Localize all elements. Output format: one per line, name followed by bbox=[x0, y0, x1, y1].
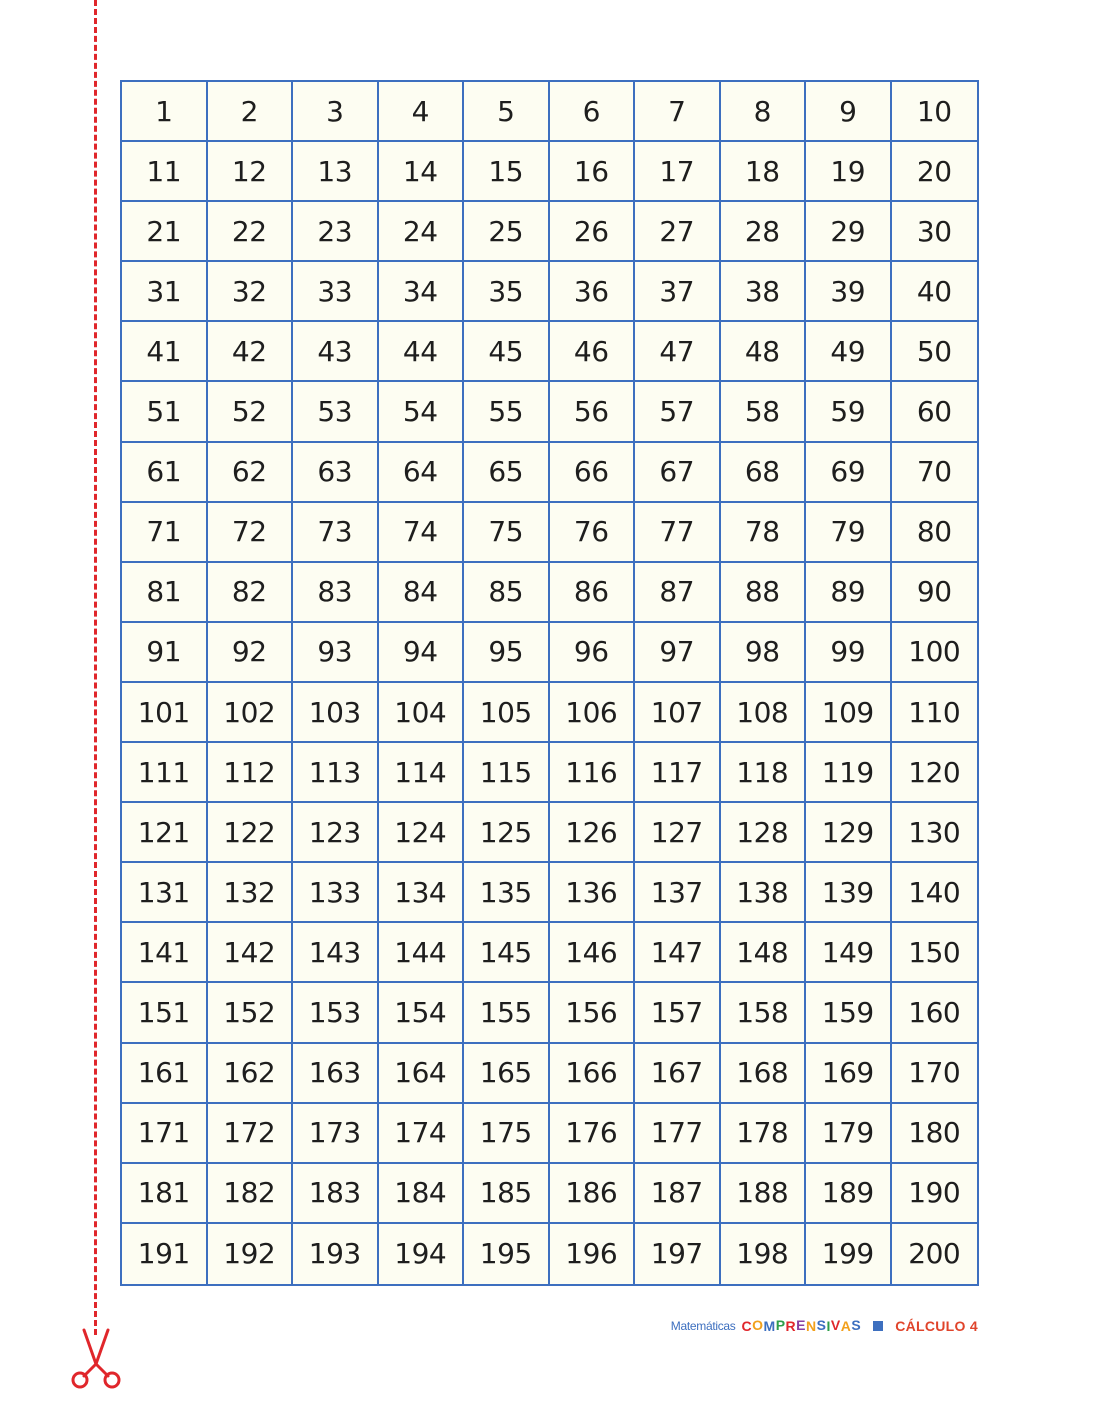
number-cell-150: 150 bbox=[892, 923, 978, 983]
number-cell-127: 127 bbox=[635, 803, 721, 863]
number-cell-91: 91 bbox=[122, 623, 208, 683]
number-cell-159: 159 bbox=[806, 983, 892, 1043]
number-cell-196: 196 bbox=[550, 1224, 636, 1284]
number-cell-134: 134 bbox=[379, 863, 465, 923]
number-cell-80: 80 bbox=[892, 503, 978, 563]
number-cell-191: 191 bbox=[122, 1224, 208, 1284]
number-cell-76: 76 bbox=[550, 503, 636, 563]
number-cell-115: 115 bbox=[464, 743, 550, 803]
number-cell-197: 197 bbox=[635, 1224, 721, 1284]
number-cell-138: 138 bbox=[721, 863, 807, 923]
number-cell-11: 11 bbox=[122, 142, 208, 202]
number-cell-113: 113 bbox=[293, 743, 379, 803]
number-cell-139: 139 bbox=[806, 863, 892, 923]
number-cell-34: 34 bbox=[379, 262, 465, 322]
number-cell-131: 131 bbox=[122, 863, 208, 923]
number-cell-32: 32 bbox=[208, 262, 294, 322]
number-cell-77: 77 bbox=[635, 503, 721, 563]
number-cell-119: 119 bbox=[806, 743, 892, 803]
number-cell-111: 111 bbox=[122, 743, 208, 803]
number-cell-148: 148 bbox=[721, 923, 807, 983]
number-cell-95: 95 bbox=[464, 623, 550, 683]
footer-series: Matemáticas bbox=[670, 1319, 736, 1333]
number-cell-153: 153 bbox=[293, 983, 379, 1043]
number-cell-188: 188 bbox=[721, 1164, 807, 1224]
number-cell-83: 83 bbox=[293, 563, 379, 623]
number-cell-9: 9 bbox=[806, 82, 892, 142]
number-cell-44: 44 bbox=[379, 322, 465, 382]
number-cell-158: 158 bbox=[721, 983, 807, 1043]
number-cell-169: 169 bbox=[806, 1044, 892, 1104]
number-cell-47: 47 bbox=[635, 322, 721, 382]
number-cell-92: 92 bbox=[208, 623, 294, 683]
number-cell-152: 152 bbox=[208, 983, 294, 1043]
number-cell-71: 71 bbox=[122, 503, 208, 563]
number-cell-39: 39 bbox=[806, 262, 892, 322]
number-cell-101: 101 bbox=[122, 683, 208, 743]
number-cell-135: 135 bbox=[464, 863, 550, 923]
number-cell-43: 43 bbox=[293, 322, 379, 382]
number-cell-25: 25 bbox=[464, 202, 550, 262]
number-cell-100: 100 bbox=[892, 623, 978, 683]
number-cell-36: 36 bbox=[550, 262, 636, 322]
number-cell-114: 114 bbox=[379, 743, 465, 803]
number-cell-128: 128 bbox=[721, 803, 807, 863]
number-cell-29: 29 bbox=[806, 202, 892, 262]
number-cell-40: 40 bbox=[892, 262, 978, 322]
number-cell-103: 103 bbox=[293, 683, 379, 743]
number-cell-186: 186 bbox=[550, 1164, 636, 1224]
number-cell-72: 72 bbox=[208, 503, 294, 563]
number-cell-151: 151 bbox=[122, 983, 208, 1043]
number-cell-143: 143 bbox=[293, 923, 379, 983]
number-cell-64: 64 bbox=[379, 443, 465, 503]
number-cell-27: 27 bbox=[635, 202, 721, 262]
number-cell-62: 62 bbox=[208, 443, 294, 503]
number-cell-28: 28 bbox=[721, 202, 807, 262]
number-cell-112: 112 bbox=[208, 743, 294, 803]
number-cell-184: 184 bbox=[379, 1164, 465, 1224]
number-cell-199: 199 bbox=[806, 1224, 892, 1284]
number-cell-145: 145 bbox=[464, 923, 550, 983]
number-cell-108: 108 bbox=[721, 683, 807, 743]
number-cell-16: 16 bbox=[550, 142, 636, 202]
number-cell-51: 51 bbox=[122, 382, 208, 442]
number-cell-149: 149 bbox=[806, 923, 892, 983]
number-cell-18: 18 bbox=[721, 142, 807, 202]
number-cell-193: 193 bbox=[293, 1224, 379, 1284]
number-cell-110: 110 bbox=[892, 683, 978, 743]
number-cell-144: 144 bbox=[379, 923, 465, 983]
number-cell-189: 189 bbox=[806, 1164, 892, 1224]
number-cell-63: 63 bbox=[293, 443, 379, 503]
number-cell-167: 167 bbox=[635, 1044, 721, 1104]
number-cell-146: 146 bbox=[550, 923, 636, 983]
number-cell-174: 174 bbox=[379, 1104, 465, 1164]
number-cell-8: 8 bbox=[721, 82, 807, 142]
number-cell-142: 142 bbox=[208, 923, 294, 983]
number-cell-52: 52 bbox=[208, 382, 294, 442]
number-cell-78: 78 bbox=[721, 503, 807, 563]
number-cell-168: 168 bbox=[721, 1044, 807, 1104]
number-cell-81: 81 bbox=[122, 563, 208, 623]
number-cell-89: 89 bbox=[806, 563, 892, 623]
number-cell-121: 121 bbox=[122, 803, 208, 863]
number-cell-15: 15 bbox=[464, 142, 550, 202]
number-cell-98: 98 bbox=[721, 623, 807, 683]
number-cell-2: 2 bbox=[208, 82, 294, 142]
number-cell-166: 166 bbox=[550, 1044, 636, 1104]
number-cell-99: 99 bbox=[806, 623, 892, 683]
number-cell-125: 125 bbox=[464, 803, 550, 863]
number-cell-132: 132 bbox=[208, 863, 294, 923]
footer-square bbox=[873, 1321, 883, 1331]
number-cell-200: 200 bbox=[892, 1224, 978, 1284]
number-cell-37: 37 bbox=[635, 262, 721, 322]
number-cell-178: 178 bbox=[721, 1104, 807, 1164]
number-cell-107: 107 bbox=[635, 683, 721, 743]
number-cell-82: 82 bbox=[208, 563, 294, 623]
number-cell-12: 12 bbox=[208, 142, 294, 202]
number-cell-68: 68 bbox=[721, 443, 807, 503]
number-cell-65: 65 bbox=[464, 443, 550, 503]
number-cell-163: 163 bbox=[293, 1044, 379, 1104]
footer-book-title: CÁLCULO 4 bbox=[895, 1318, 978, 1334]
number-cell-190: 190 bbox=[892, 1164, 978, 1224]
number-cell-1: 1 bbox=[122, 82, 208, 142]
number-cell-160: 160 bbox=[892, 983, 978, 1043]
number-cell-19: 19 bbox=[806, 142, 892, 202]
number-cell-93: 93 bbox=[293, 623, 379, 683]
number-cell-10: 10 bbox=[892, 82, 978, 142]
number-cell-33: 33 bbox=[293, 262, 379, 322]
number-cell-79: 79 bbox=[806, 503, 892, 563]
number-cell-194: 194 bbox=[379, 1224, 465, 1284]
number-cell-31: 31 bbox=[122, 262, 208, 322]
number-cell-105: 105 bbox=[464, 683, 550, 743]
number-cell-157: 157 bbox=[635, 983, 721, 1043]
number-cell-23: 23 bbox=[293, 202, 379, 262]
number-cell-61: 61 bbox=[122, 443, 208, 503]
number-cell-156: 156 bbox=[550, 983, 636, 1043]
number-cell-154: 154 bbox=[379, 983, 465, 1043]
number-cell-104: 104 bbox=[379, 683, 465, 743]
number-cell-24: 24 bbox=[379, 202, 465, 262]
number-cell-56: 56 bbox=[550, 382, 636, 442]
number-cell-69: 69 bbox=[806, 443, 892, 503]
number-cell-102: 102 bbox=[208, 683, 294, 743]
number-cell-162: 162 bbox=[208, 1044, 294, 1104]
number-cell-84: 84 bbox=[379, 563, 465, 623]
number-cell-181: 181 bbox=[122, 1164, 208, 1224]
number-cell-86: 86 bbox=[550, 563, 636, 623]
number-cell-7: 7 bbox=[635, 82, 721, 142]
number-cell-3: 3 bbox=[293, 82, 379, 142]
number-cell-73: 73 bbox=[293, 503, 379, 563]
number-cell-4: 4 bbox=[379, 82, 465, 142]
number-cell-90: 90 bbox=[892, 563, 978, 623]
number-cell-179: 179 bbox=[806, 1104, 892, 1164]
number-cell-123: 123 bbox=[293, 803, 379, 863]
number-cell-192: 192 bbox=[208, 1224, 294, 1284]
number-cell-22: 22 bbox=[208, 202, 294, 262]
number-cell-122: 122 bbox=[208, 803, 294, 863]
number-cell-67: 67 bbox=[635, 443, 721, 503]
number-cell-50: 50 bbox=[892, 322, 978, 382]
number-cell-58: 58 bbox=[721, 382, 807, 442]
number-cell-187: 187 bbox=[635, 1164, 721, 1224]
number-cell-164: 164 bbox=[379, 1044, 465, 1104]
number-cell-94: 94 bbox=[379, 623, 465, 683]
number-cell-41: 41 bbox=[122, 322, 208, 382]
number-cell-140: 140 bbox=[892, 863, 978, 923]
number-cell-20: 20 bbox=[892, 142, 978, 202]
number-cell-45: 45 bbox=[464, 322, 550, 382]
number-cell-38: 38 bbox=[721, 262, 807, 322]
number-cell-155: 155 bbox=[464, 983, 550, 1043]
number-cell-46: 46 bbox=[550, 322, 636, 382]
number-cell-185: 185 bbox=[464, 1164, 550, 1224]
number-cell-17: 17 bbox=[635, 142, 721, 202]
number-cell-55: 55 bbox=[464, 382, 550, 442]
number-cell-170: 170 bbox=[892, 1044, 978, 1104]
number-cell-6: 6 bbox=[550, 82, 636, 142]
number-cell-124: 124 bbox=[379, 803, 465, 863]
number-cell-87: 87 bbox=[635, 563, 721, 623]
number-cell-70: 70 bbox=[892, 443, 978, 503]
number-cell-30: 30 bbox=[892, 202, 978, 262]
number-cell-147: 147 bbox=[635, 923, 721, 983]
number-cell-21: 21 bbox=[122, 202, 208, 262]
number-cell-74: 74 bbox=[379, 503, 465, 563]
number-cell-126: 126 bbox=[550, 803, 636, 863]
number-cell-75: 75 bbox=[464, 503, 550, 563]
number-cell-14: 14 bbox=[379, 142, 465, 202]
number-chart-grid bbox=[120, 80, 979, 1286]
number-cell-172: 172 bbox=[208, 1104, 294, 1164]
number-cell-85: 85 bbox=[464, 563, 550, 623]
number-cell-116: 116 bbox=[550, 743, 636, 803]
number-cell-175: 175 bbox=[464, 1104, 550, 1164]
number-cell-96: 96 bbox=[550, 623, 636, 683]
number-cell-171: 171 bbox=[122, 1104, 208, 1164]
number-cell-35: 35 bbox=[464, 262, 550, 322]
number-cell-177: 177 bbox=[635, 1104, 721, 1164]
number-cell-26: 26 bbox=[550, 202, 636, 262]
number-cell-13: 13 bbox=[293, 142, 379, 202]
number-cell-198: 198 bbox=[721, 1224, 807, 1284]
number-cell-118: 118 bbox=[721, 743, 807, 803]
number-cell-60: 60 bbox=[892, 382, 978, 442]
number-cell-136: 136 bbox=[550, 863, 636, 923]
number-cell-53: 53 bbox=[293, 382, 379, 442]
number-cell-141: 141 bbox=[122, 923, 208, 983]
number-cell-176: 176 bbox=[550, 1104, 636, 1164]
number-cell-195: 195 bbox=[464, 1224, 550, 1284]
number-cell-133: 133 bbox=[293, 863, 379, 923]
number-cell-161: 161 bbox=[122, 1044, 208, 1104]
number-cell-57: 57 bbox=[635, 382, 721, 442]
number-cell-182: 182 bbox=[208, 1164, 294, 1224]
page-footer bbox=[671, 1318, 978, 1334]
number-cell-129: 129 bbox=[806, 803, 892, 863]
number-cell-97: 97 bbox=[635, 623, 721, 683]
number-cell-59: 59 bbox=[806, 382, 892, 442]
cut-line bbox=[94, 0, 97, 1335]
footer-brand: COMPRENSIVAS bbox=[741, 1317, 862, 1334]
number-cell-137: 137 bbox=[635, 863, 721, 923]
number-cell-54: 54 bbox=[379, 382, 465, 442]
number-cell-48: 48 bbox=[721, 322, 807, 382]
number-cell-173: 173 bbox=[293, 1104, 379, 1164]
number-cell-130: 130 bbox=[892, 803, 978, 863]
number-cell-120: 120 bbox=[892, 743, 978, 803]
number-cell-49: 49 bbox=[806, 322, 892, 382]
number-cell-180: 180 bbox=[892, 1104, 978, 1164]
number-cell-117: 117 bbox=[635, 743, 721, 803]
number-cell-66: 66 bbox=[550, 443, 636, 503]
scissors-icon bbox=[70, 1328, 122, 1390]
number-cell-165: 165 bbox=[464, 1044, 550, 1104]
number-cell-109: 109 bbox=[806, 683, 892, 743]
number-cell-183: 183 bbox=[293, 1164, 379, 1224]
number-cell-5: 5 bbox=[464, 82, 550, 142]
number-cell-42: 42 bbox=[208, 322, 294, 382]
number-cell-106: 106 bbox=[550, 683, 636, 743]
number-cell-88: 88 bbox=[721, 563, 807, 623]
